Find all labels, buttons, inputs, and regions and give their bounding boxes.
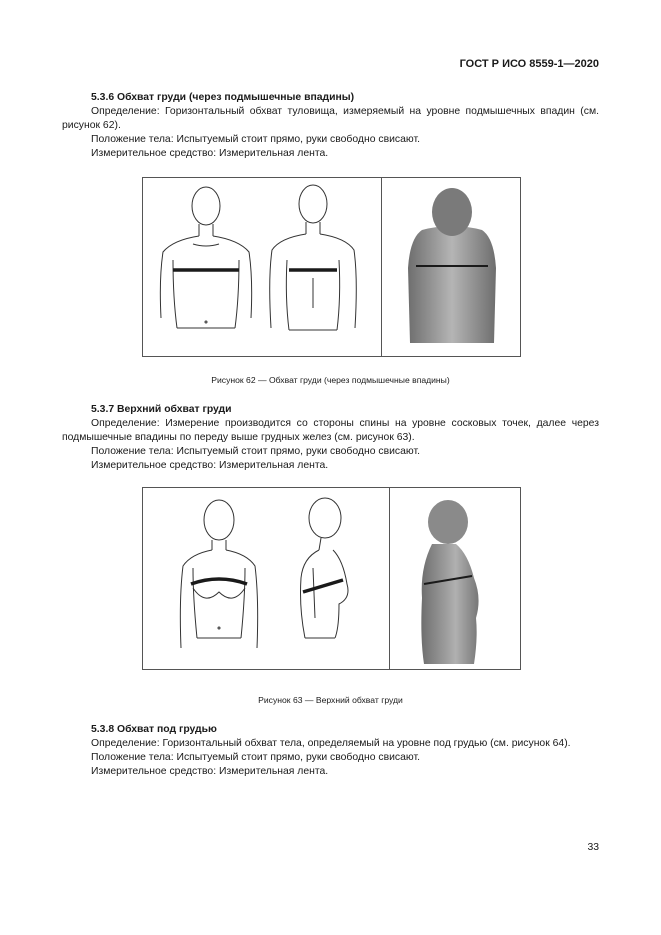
figure-62-caption: Рисунок 62 — Обхват груди (через подмышечные впадины): [211, 375, 450, 385]
line-drawing-front-side: [143, 488, 389, 669]
section-heading: 5.3.8 Обхват под грудью: [91, 724, 217, 735]
section-heading: 5.3.7 Верхний обхват груди: [91, 404, 232, 415]
tape-line-side: [303, 580, 343, 592]
section-definition: Определение: Горизонтальный обхват тела, определяемый на уровне под грудью (см. рисунок 64).: [91, 738, 571, 749]
line-drawing-front-back: [143, 178, 381, 356]
section-body-position: Положение тела: Испытуемый стоит прямо, руки свободно свисают.: [91, 752, 420, 763]
document-standard-header: ГОСТ Р ИСО 8559-1—2020: [459, 58, 599, 70]
section-measuring-tool: Измерительное средство: Измерительная лента.: [91, 460, 329, 471]
figure-62: [142, 177, 521, 357]
scan-image-back: [382, 178, 521, 356]
section-body-position: Положение тела: Испытуемый стоит прямо, руки свободно свисают.: [91, 446, 420, 457]
section-definition: Определение: Измерение производится со стороны спины на уровне сосковых точек, далее через подмышечные впадины по переду выше грудных желез (см. рисунок 63).: [62, 418, 599, 443]
section-body-position: Положение тела: Испытуемый стоит прямо, руки свободно свисают.: [91, 134, 420, 145]
section-definition: Определение: Горизонтальный обхват туловища, измеряемый на уровне подмышечных впадин (см. рисунок 62).: [62, 106, 599, 131]
page-number: 33: [587, 842, 599, 853]
figure-63-caption: Рисунок 63 — Верхний обхват груди: [258, 695, 403, 705]
scan-image-side: [390, 488, 520, 669]
figure-63: [142, 487, 521, 670]
section-measuring-tool: Измерительное средство: Измерительная лента.: [91, 148, 329, 159]
section-heading: 5.3.6 Обхват груди (через подмышечные впадины): [91, 92, 355, 103]
tape-line-front: [191, 579, 247, 584]
section-measuring-tool: Измерительное средство: Измерительная лента.: [91, 766, 329, 777]
